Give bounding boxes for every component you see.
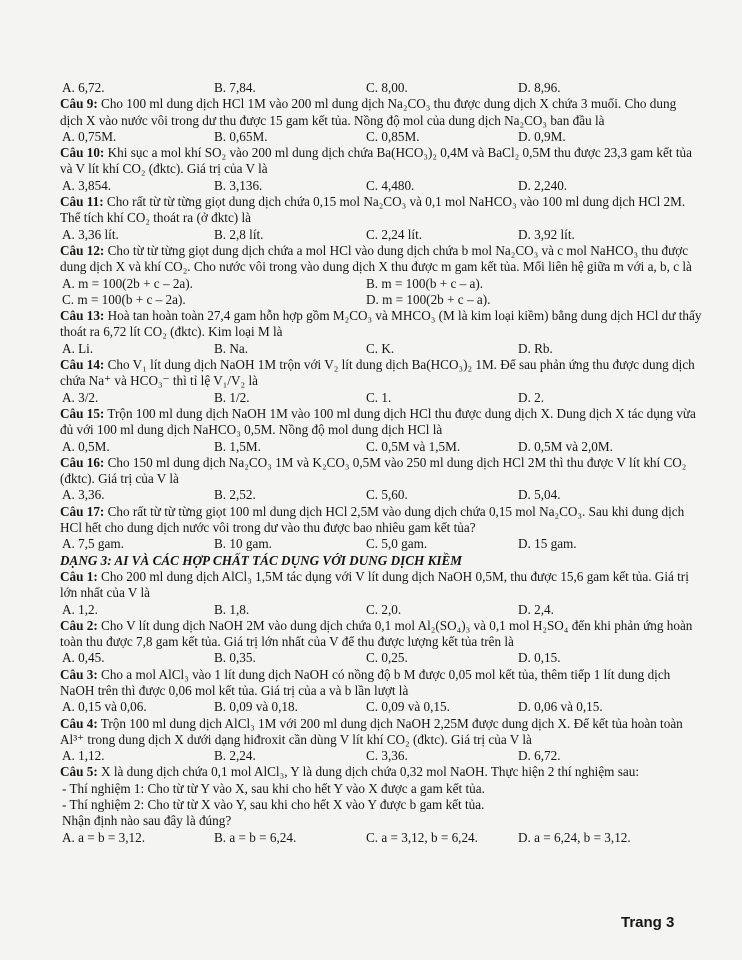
option: A. 0,75M. [62,128,117,144]
question-text: Trộn 100 ml dung dịch AlCl₃ 1M với 200 ml dung dịch NaOH 2,25M được dung dịch X. Để kết tủa hoàn toàn Al³⁺ trong dung dịch X dưới dạng hiđroxit cần dùng V lít khí CO₂ (đktc). Giá trị của V là [60,715,683,747]
option: B. 0,35. [214,650,256,666]
question-text: Cho a mol AlCl₃ vào 1 lít dung dịch NaOH có nồng độ b M được 0,05 mol kết tủa, thêm tiếp 1 lít dung dịch NaOH trên thì được 0,06 mol kết tủa. Giá trị của a và b lần lượt là [60,666,671,698]
option: B. 1,8. [214,601,250,617]
option: B. 7,84. [214,80,256,95]
section-question-4 [60,716,702,749]
question-text: Cho từ từ từng giọt dung dịch chứa a mol HCl vào dung dịch chứa b mol Na₂CO₃ và c mol NaHCO₃ thu được dung dịch X và khí CO₂. Cho nước vôi trong vào dung dịch X thu được m gam kết tủa. Mối liên hệ giữa m với a, b, c là [60,242,692,275]
options-row [60,390,702,406]
option: B. 3,136. [214,177,263,193]
question-14 [60,357,702,390]
question-prompt: Nhận định nào sau đây là đúng? [62,813,232,829]
question-9 [60,96,702,129]
options-row [60,80,702,96]
option: B. 10 gam. [214,536,272,552]
option: A. a = b = 3,12. [62,829,146,845]
option: A. 1,2. [62,601,98,617]
question-16 [60,455,702,488]
option: B. 0,09 và 0,18. [214,699,298,715]
option: A. 0,5M. [62,438,110,454]
option: D. 2,4. [518,601,554,617]
option: C. 2,0. [366,601,402,617]
option: B. a = b = 6,24. [214,829,297,845]
question-label: Câu 1: [60,568,98,584]
option: B. m = 100(b + c – a). [366,275,484,291]
question-text: Cho 150 ml dung dịch Na₂CO₃ 1M và K₂CO₃ 0,5M vào 250 ml dung dịch HCl 2M thì thu được V lít khí CO₂ (đktc). Giá trị của V là [60,454,687,487]
question-text: Cho V₁ lít dung dịch NaOH 1M trộn với V₂ lít dung dịch Ba(HCO₃)₂ 1M. Để sau phản ứng thu được dung dịch chứa Na⁺ và HCO₃⁻ thì tỉ lệ V₁/V₂ là [60,357,695,389]
question-text: Cho rất từ từ từng giọt 100 ml dung dịch HCl 2,5M vào dung dịch chứa 0,15 mol Na₂CO₃. Sau khi dung dịch HCl hết cho dung dịch nước vôi trong dư vào thu được bao nhiêu gam kết tủa? [60,503,685,536]
question-label: Câu 9: [60,96,98,112]
option: C. 8,00. [366,80,408,95]
option: D. 0,9M. [518,128,566,144]
options-row [60,292,702,308]
question-15 [60,406,702,439]
section-heading: DẠNG 3: AI VÀ CÁC HỢP CHẤT TÁC DỤNG VỚI DUNG DỊCH KIỀM [60,552,463,568]
question-label: Câu 2: [60,617,98,633]
option: A. m = 100(2b + c – 2a). [62,275,193,291]
option: A. 1,12. [62,748,105,764]
option: D. a = 6,24, b = 3,12. [518,829,631,845]
options-row [60,699,702,715]
option: A. 6,72. [62,80,105,95]
options-row [60,439,702,455]
question-text: Cho V lít dung dịch NaOH 2M vào dung dịch chứa 0,1 mol Al₂(SO₄)₃ và 0,1 mol H₂SO₄ đến khi phản ứng hoàn toàn thu được 7,8 gam kết tủa. Giá trị lớn nhất của V để thu được lượng kết tủa trên là [60,617,693,650]
option: D. 2,240. [518,177,568,193]
option: D. 5,04. [518,487,561,503]
option: C. 1. [366,389,392,405]
page-number: Trang 3 [621,914,675,931]
options-row [60,276,702,292]
option: A. 7,5 gam. [62,536,124,552]
section-question-2 [60,618,702,651]
question-label: Câu 17: [60,503,105,519]
options-row [60,178,702,194]
option: A. 0,45. [62,650,105,666]
option: C. 0,25. [366,650,408,666]
question-label: Câu 14: [60,357,105,373]
question-label: Câu 13: [60,308,105,324]
option: C. 5,60. [366,487,408,503]
options-row [60,650,702,666]
question-text: Cho 100 ml dung dịch HCl 1M vào 200 ml dung dịch Na₂CO₃ thu được dung dịch X chứa 3 muối. Cho dung dịch X vào nước vôi trong dư thu được 15 gam kết tủa. Nồng độ mol của dung dịch Na₂CO₃ ban đầu là [60,96,677,128]
options-row [60,536,702,552]
option: B. 2,24. [214,748,256,764]
option: A. 3,854. [62,177,112,193]
option: C. K. [366,340,395,356]
option: A. 3/2. [62,389,99,405]
option: A. 3,36. [62,487,105,503]
option: D. 6,72. [518,748,561,764]
option: D. 3,92 lít. [518,226,575,242]
option: D. 0,15. [518,650,561,666]
options-row [60,129,702,145]
experiment-2: - Thí nghiệm 2: Cho từ từ X vào Y, sau khi cho hết X vào Y được b gam kết tủa. [62,797,485,813]
option: D. m = 100(2b + c – a). [366,291,491,307]
option: C. 0,09 và 0,15. [366,699,450,715]
option: B. Na. [214,340,249,356]
question-12 [60,243,702,276]
question-11 [60,194,702,227]
option: C. m = 100(b + c – 2a). [62,291,186,307]
question-13 [60,308,702,341]
options-row [60,602,702,618]
option: C. 0,85M. [366,128,420,144]
question-text: Trộn 100 ml dung dịch NaOH 1M vào 100 ml dung dịch HCl thu được dung dịch X. Dung dịch X tác dụng vừa đủ với 100 ml dung dịch NaHCO₃ 0,5M. Nồng độ mol dung dịch HCl là [60,405,696,438]
question-label: Câu 5: [60,764,98,780]
question-text: Cho rất từ từ từng giọt dung dịch chứa 0,15 mol Na₂CO₃ và 0,1 mol NaHCO₃ vào 100 ml dung dịch HCl 2M. Thể tích khí CO₂ thoát ra (ở đktc) là [60,194,686,226]
option: C. 5,0 gam. [366,536,428,552]
option: D. 0,5M và 2,0M. [518,438,613,454]
option: A. Li. [62,340,94,356]
section-question-3 [60,667,702,700]
question-label: Câu 15: [60,405,105,421]
question-label: Câu 16: [60,454,105,470]
question-text: Cho 200 ml dung dịch AlCl₃ 1,5M tác dụng với V lít dung dịch NaOH 0,5M, thu được 15,6 gam kết tủa. Giá trị lớn nhất của V là [60,568,689,601]
option: C. 3,36. [366,748,408,764]
option: C. 2,24 lít. [366,226,423,242]
option: D. 15 gam. [518,536,577,552]
question-text: X là dung dịch chứa 0,1 mol AlCl₃, Y là dung dịch chứa 0,32 mol NaOH. Thực hiện 2 thí nghiệm sau: [101,764,639,780]
question-label: Câu 3: [60,666,98,682]
question-text: Hoà tan hoàn toàn 27,4 gam hỗn hợp gồm M₂CO₃ và MHCO₃ (M là kim loại kiềm) bằng dung dịch HCl dư thấy thoát ra 6,72 lít CO₂ (đktc). Kim loại M là [60,308,702,340]
section-question-1 [60,569,702,602]
question-label: Câu 12: [60,242,105,258]
option: C. 4,480. [366,177,415,193]
option: D. 8,96. [518,80,561,95]
question-label: Câu 4: [60,715,98,731]
option: B. 2,52. [214,487,256,503]
question-text: Khi sục a mol khí SO₂ vào 200 ml dung dịch chứa Ba(HCO₃)₂ 0,4M và BaCl₂ 0,5M thu được 23,3 gam kết tủa và V lít khí CO₂ (đktc). Giá trị của V là [60,145,692,177]
option: A. 0,15 và 0,06. [62,699,147,715]
question-label: Câu 11: [60,194,104,210]
page-content [60,80,702,846]
section-question-5 [60,764,702,780]
question-10 [60,145,702,178]
question-label: Câu 10: [60,145,105,161]
option: D. 0,06 và 0,15. [518,699,603,715]
option: B. 0,65M. [214,128,268,144]
option: C. 0,5M và 1,5M. [366,438,461,454]
options-row [60,341,702,357]
option: B. 1,5M. [214,438,261,454]
option: B. 1/2. [214,389,250,405]
options-row [60,487,702,503]
options-row [60,830,702,846]
option: A. 3,36 lít. [62,226,119,242]
option: B. 2,8 lít. [214,226,264,242]
options-row [60,227,702,243]
option: D. Rb. [518,340,553,356]
option: D. 2. [518,389,545,405]
experiment-1: - Thí nghiệm 1: Cho từ từ Y vào X, sau khi cho hết Y vào X được a gam kết tủa. [62,780,485,796]
option: C. a = 3,12, b = 6,24. [366,829,478,845]
question-17 [60,504,702,537]
options-row [60,748,702,764]
